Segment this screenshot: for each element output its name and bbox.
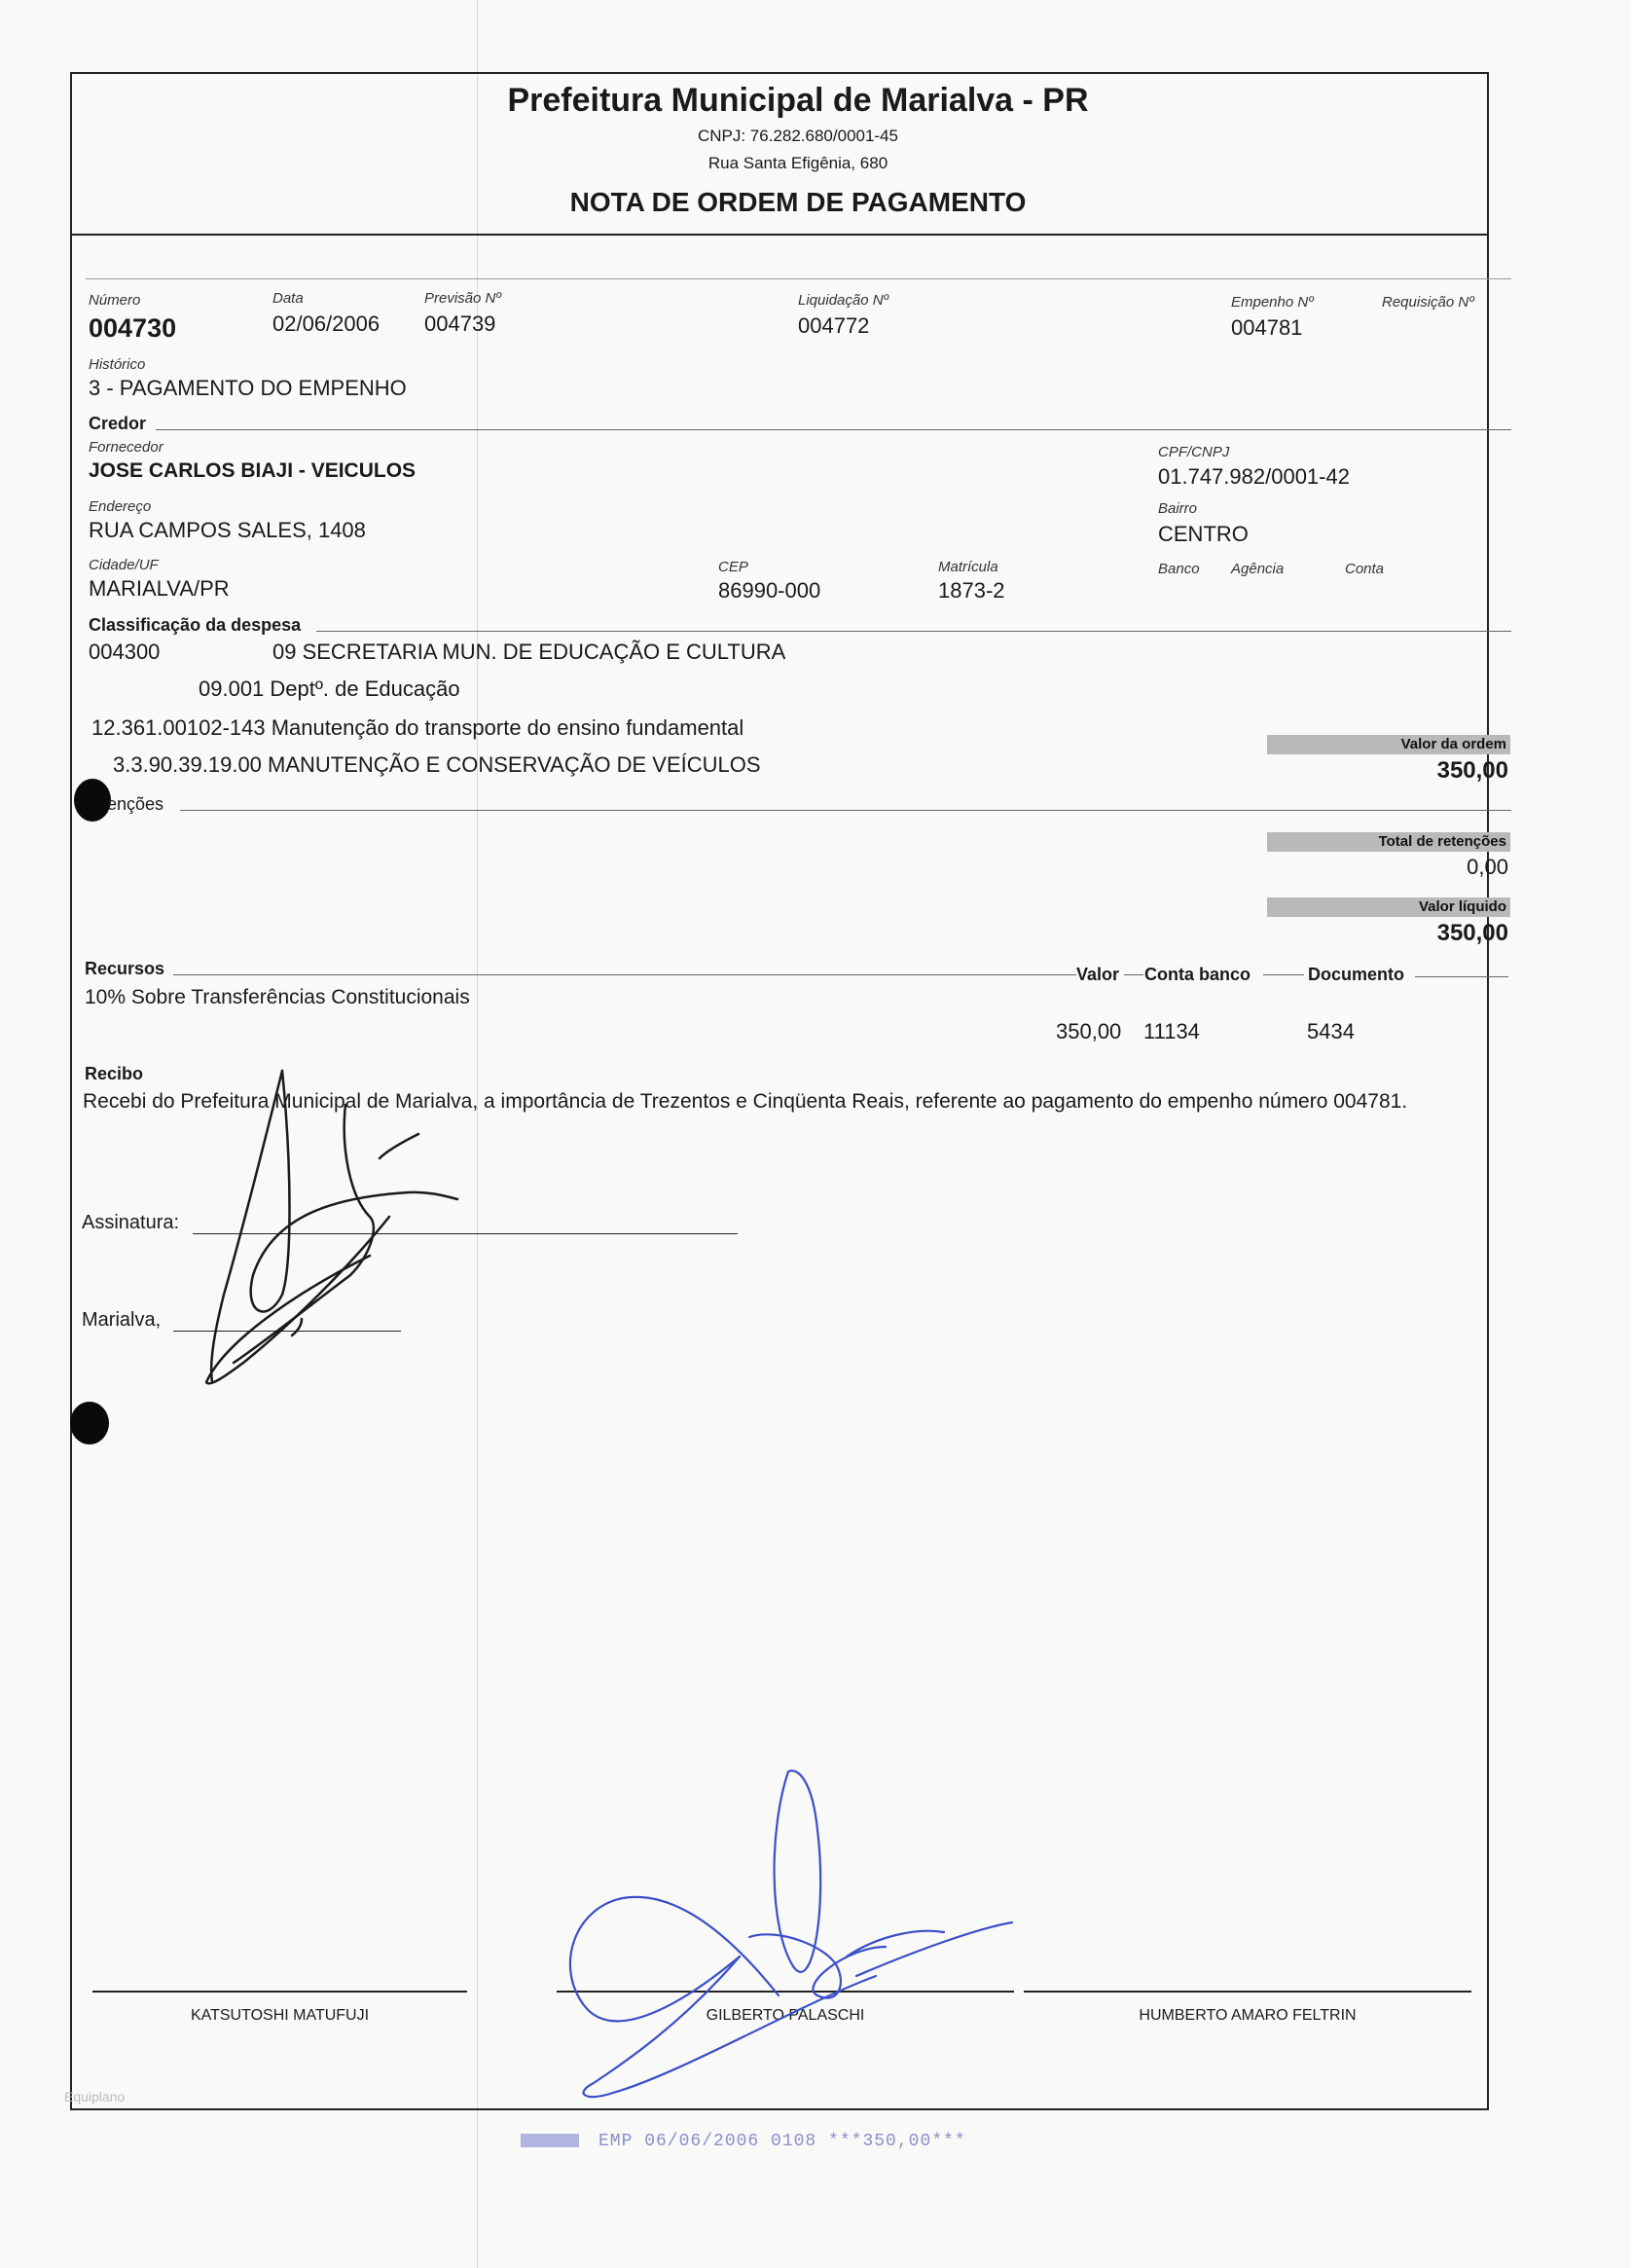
page-title: Prefeitura Municipal de Marialva - PR [507,82,1089,119]
endereco-label: Endereço [89,498,152,515]
empenho-label: Empenho Nº [1231,294,1314,311]
data-label: Data [272,290,304,307]
historico-label: Histórico [89,356,146,373]
numero-value: 004730 [89,313,177,343]
assinatura-label: Assinatura: [82,1212,180,1233]
credor-section-title: Credor [89,414,147,433]
conta-banco-label: Conta banco [1144,965,1251,984]
banco-label: Banco [1158,561,1200,577]
cpf-label: CPF/CNPJ [1158,444,1230,460]
cep-label: CEP [718,559,748,575]
local-label: Marialva, [82,1309,162,1331]
cidade-value: MARIALVA/PR [89,576,230,601]
stamp-logo-icon [521,2134,579,2147]
address-text: Rua Santa Efigênia, 680 [707,154,888,172]
classificacao-line-4: 3.3.90.39.19.00 MANUTENÇÃO E CONSERVAÇÃO DE VEÍCULOS [113,752,761,777]
recursos-valor-label: Valor [1076,965,1120,984]
cpf-value: 01.747.982/0001-42 [1158,464,1350,489]
software-watermark: Equiplano [64,2089,126,2104]
empenho-value: 004781 [1231,315,1303,340]
matricula-value: 1873-2 [938,578,1005,603]
signatory-1: KATSUTOSHI MATUFUJI [190,2007,370,2024]
conta-label: Conta [1345,561,1385,577]
retencoes-section-title: enções [107,794,164,814]
documento-label: Documento [1308,965,1404,984]
stamp-text: EMP 06/06/2006 0108 ***350,00*** [598,2132,966,2151]
requisicao-label: Requisição Nº [1382,294,1474,311]
endereco-value: RUA CAMPOS SALES, 1408 [89,518,366,542]
historico-value: 3 - PAGAMENTO DO EMPENHO [89,376,407,400]
bairro-label: Bairro [1158,500,1198,517]
recursos-valor: 350,00 [1056,1019,1122,1043]
recursos-section-title: Recursos [85,959,165,978]
signatory-2: GILBERTO PALASCHI [706,2007,865,2024]
classificacao-line-2: 09.001 Deptº. de Educação [199,677,460,701]
liquidacao-label: Liquidação Nº [798,292,889,309]
valor-ordem-value: 350,00 [1436,757,1508,784]
recursos-conta-banco: 11134 [1143,1019,1200,1043]
classificacao-code: 004300 [89,640,161,664]
total-retencoes-value: 0,00 [1467,855,1508,879]
classificacao-section-title: Classificação da despesa [89,615,302,635]
cep-value: 86990-000 [718,578,821,603]
recursos-descricao: 10% Sobre Transferências Constitucionais [85,986,470,1008]
agencia-label: Agência [1231,561,1285,577]
fornecedor-label: Fornecedor [89,439,163,456]
classificacao-line-3: 12.361.00102-143 Manutenção do transporte do ensino fundamental [91,715,744,740]
fornecedor-value: JOSE CARLOS BIAJI - VEICULOS [89,459,417,482]
signatory-3: HUMBERTO AMARO FELTRIN [1139,2007,1357,2024]
total-retencoes-label: Total de retenções [1378,833,1506,850]
classificacao-line-1: 09 SECRETARIA MUN. DE EDUCAÇÃO E CULTURA [272,640,786,664]
numero-label: Número [89,292,141,309]
document-title: NOTA DE ORDEM DE PAGAMENTO [569,187,1027,217]
valor-liquido-label: Valor líquido [1418,898,1506,915]
liquidacao-value: 004772 [798,313,870,338]
validation-stamp [521,2132,966,2151]
cidade-label: Cidade/UF [89,557,159,573]
recibo-text: Recebi do Prefeitura Municipal de Marialva, a importância de Trezentos e Cinqüenta Reais, referente ao pagamento do empenho número 004781. [83,1090,1408,1113]
valor-ordem-label: Valor da ordem [1400,736,1506,752]
recursos-documento: 5434 [1307,1019,1355,1043]
data-value: 02/06/2006 [272,311,381,336]
cnpj-text: CNPJ: 76.282.680/0001-45 [697,127,899,145]
previsao-value: 004739 [424,311,496,336]
matricula-label: Matrícula [938,559,998,575]
valor-liquido-value: 350,00 [1436,920,1508,946]
previsao-label: Previsão Nº [424,290,501,307]
bairro-value: CENTRO [1158,522,1249,546]
recibo-section-title: Recibo [85,1064,144,1083]
